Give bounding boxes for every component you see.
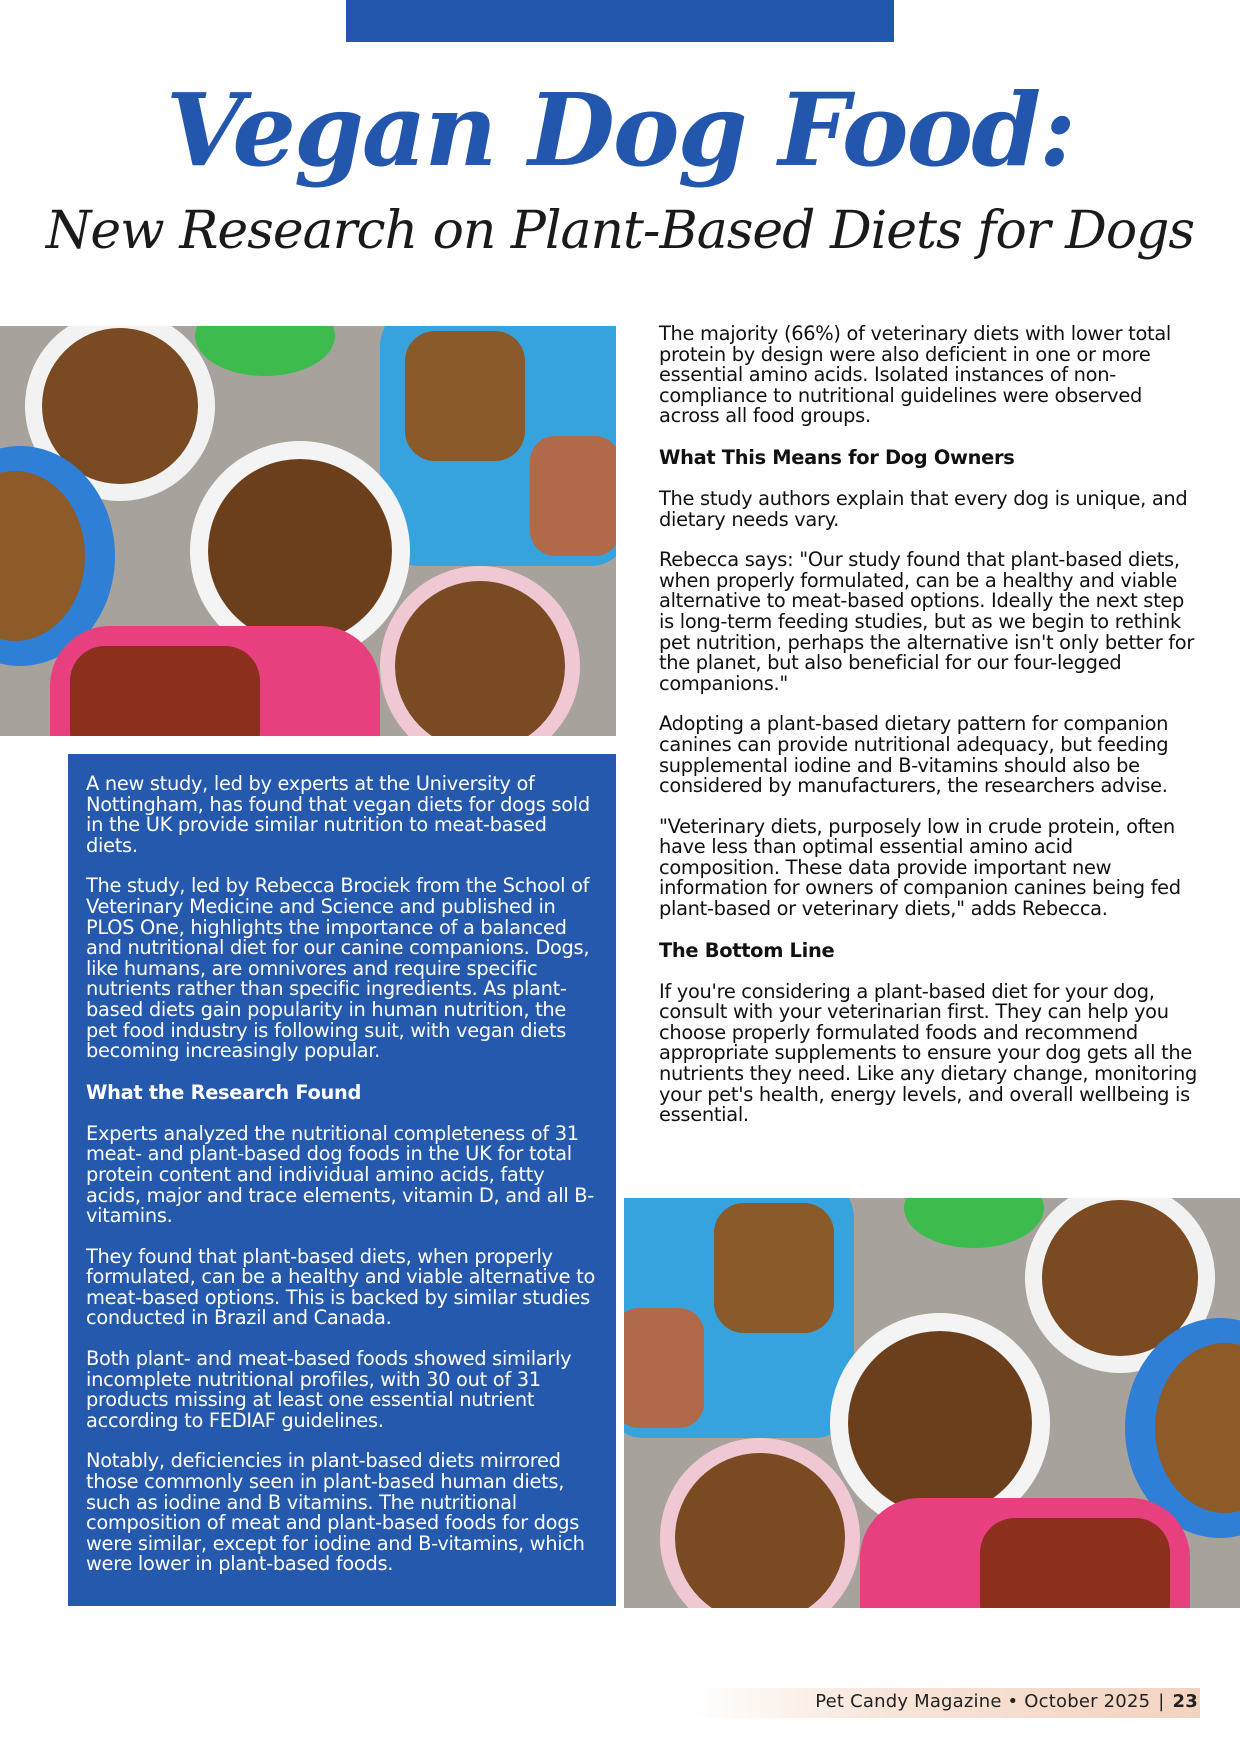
paragraph: Notably, deficiencies in plant-based diets mirrored those commonly seen in plant-based human diets, such as iodine and B vitamins. The nutritional composition of meat and plant-based foods for dogs were similar, except for iodine and B-vitamins, which were lower in plant-based foods.	[86, 1449, 585, 1576]
paragraph: The majority (66%) of veterinary diets with lower total protein by design were also deficient in one or more essential amino acids. Isolated instances of non-compliance to nutritional guidelines were observed across all food groups.	[659, 322, 1171, 428]
footer	[815, 1691, 1198, 1712]
top-accent-bar	[346, 0, 894, 42]
paragraph: Adopting a plant-based dietary pattern for companion canines can provide nutritional adequacy, but feeding supplemental iodine and B-vitamins should also be considered by manufacturers, the researchers advise.	[659, 712, 1169, 798]
publication-info: Pet Candy Magazine • October 2025	[815, 1691, 1151, 1712]
section-heading-bottom-line: The Bottom Line	[659, 938, 835, 962]
footer-separator: |	[1158, 1691, 1165, 1712]
paragraph: If you're considering a plant-based diet for your dog, consult with your veterinarian first. They can help you choose properly formulated foods and recommend appropriate supplements to ensure your dog gets all the nutrients they need. Like any dietary change, monitoring your pet's health, energy levels, and overall wellbeing is essential.	[659, 979, 1197, 1127]
dog-food-bowls-photo	[0, 326, 616, 736]
paragraph: They found that plant-based diets, when properly formulated, can be a healthy and viable alternative to meat-based options. This is backed by similar studies conducted in Brazil and Canada.	[86, 1244, 596, 1330]
article-subtitle: New Research on Plant-Based Diets for Dogs	[45, 201, 1195, 261]
paragraph: Rebecca says: "Our study found that plant-based diets, when properly formulated, can be a healthy and viable alternative to meat-based options. Ideally the next step is long-term feeding studies, but as we begin to rethink pet nutrition, perhaps the alternative isn't only better for the planet, but also beneficial for our four-legged companions."	[659, 548, 1195, 695]
right-column	[659, 324, 1199, 1146]
paragraph: The study authors explain that every dog is unique, and dietary needs vary.	[659, 486, 1188, 531]
section-heading-owners: What This Means for Dog Owners	[659, 445, 1015, 469]
paragraph: Both plant- and meat-based foods showed similarly incomplete nutritional profiles, with 30 out of 31 products missing at least one essential nutrient according to FEDIAF guidelines.	[86, 1347, 572, 1432]
article-title: Vegan Dog Food:	[165, 71, 1075, 189]
section-heading-research: What the Research Found	[86, 1080, 362, 1104]
dog-food-bowls-photo-2	[624, 1198, 1240, 1608]
page-number: 23	[1172, 1691, 1198, 1712]
paragraph: "Veterinary diets, purposely low in crude protein, often have less than optimal essential amino acid composition. These data provide important new information for owners of companion canines being fed plant-based or veterinary diets," adds Rebecca.	[659, 814, 1181, 921]
study-summary-box	[68, 754, 616, 1606]
paragraph: Experts analyzed the nutritional completeness of 31 meat- and plant-based dog foods in the UK for total protein content and individual amino acids, fatty acids, major and trace elements, vitamin D, and all B-vitamins.	[86, 1121, 594, 1228]
paragraph: The study, led by Rebecca Brociek from the School of Veterinary Medicine and Science and published in PLOS One, highlights the importance of a balanced and nutritional diet for our canine companions. Dogs, like humans, are omnivores and require specific nutrients rather than specific ingredients. As plant-based diets gain popularity in human nutrition, the pet food industry is following suit, with vegan diets becoming increasingly popular.	[86, 874, 590, 1063]
paragraph: A new study, led by experts at the University of Nottingham, has found that vegan diets for dogs sold in the UK provide similar nutrition to meat-based diets.	[86, 772, 590, 857]
